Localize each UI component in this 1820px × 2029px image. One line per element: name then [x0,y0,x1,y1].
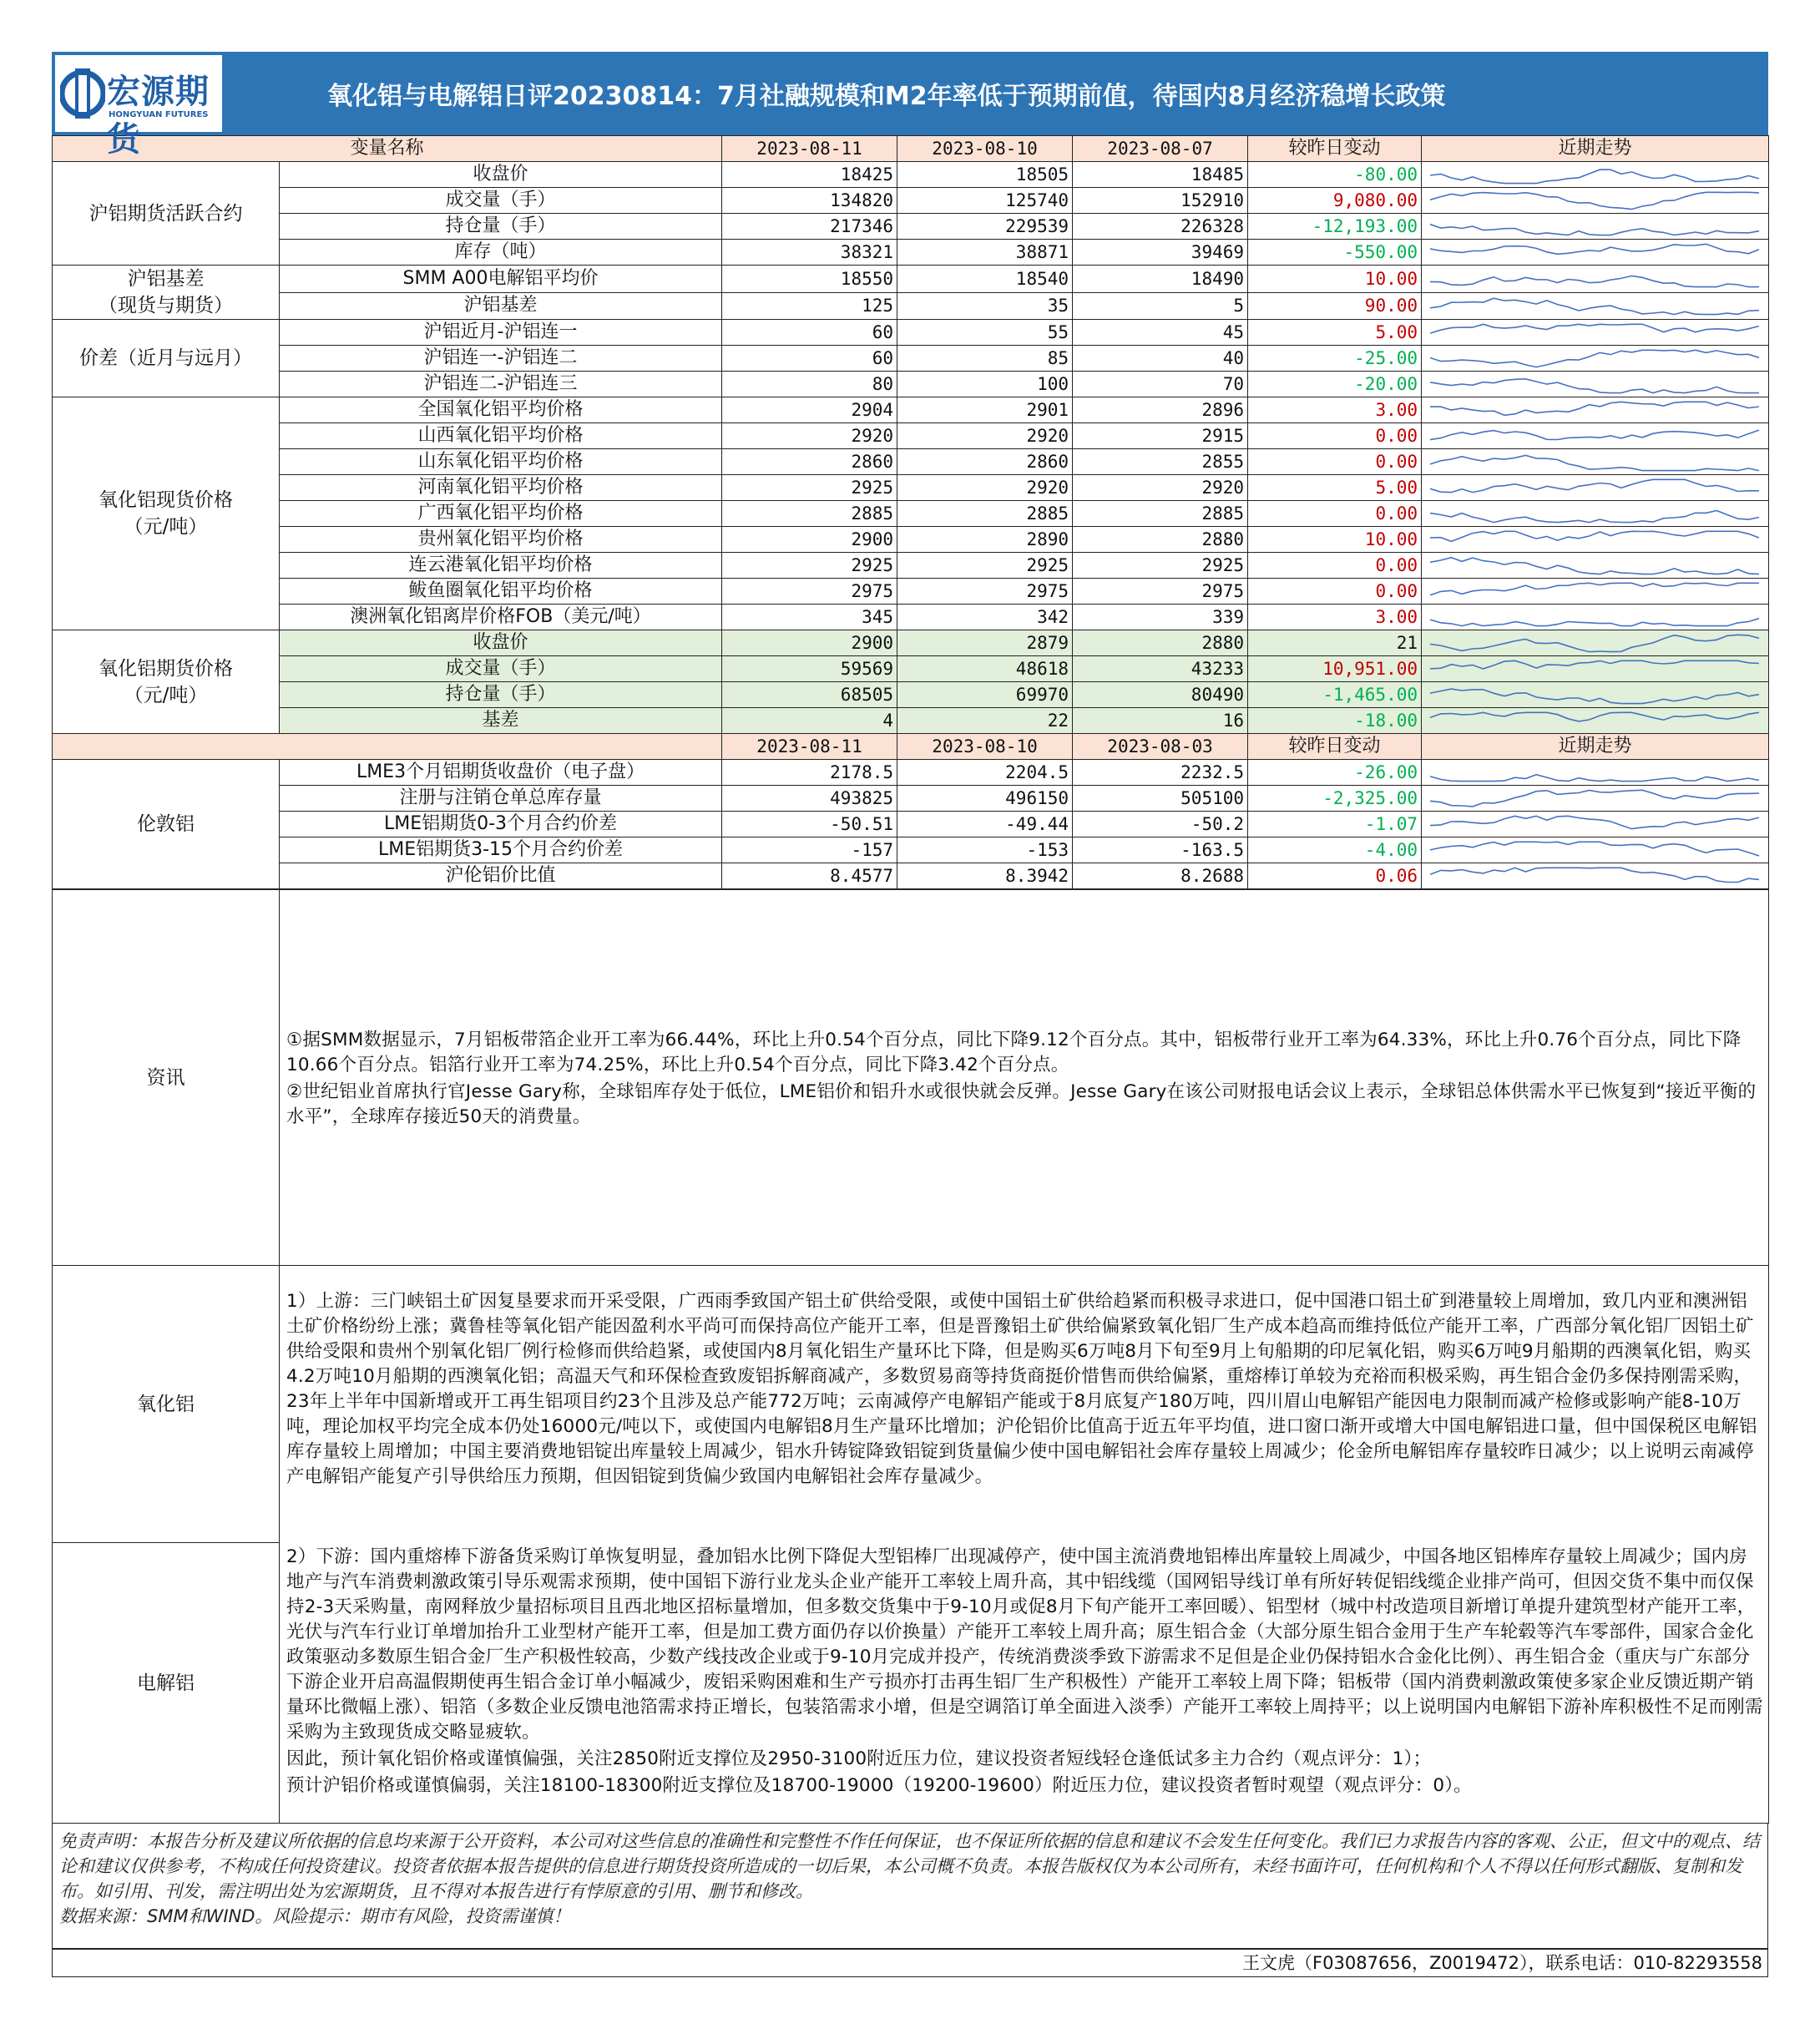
row-value: -157 [722,837,897,863]
row-label: 全国氧化铝平均价格 [280,397,722,423]
data-table [52,135,1769,889]
row-trend [1422,475,1769,501]
row-trend [1422,240,1769,266]
row-value: 2900 [722,527,897,553]
sparkline-icon [1422,709,1767,733]
row-value: 2920 [897,423,1073,449]
header-date: 2023-08-11 [722,136,897,162]
sparkline-icon [1422,864,1767,888]
row-label: SMM A00电解铝平均价 [280,266,722,293]
row-value: -50.2 [1073,812,1248,837]
table-row [53,812,1769,837]
sparkline-icon [1422,347,1767,371]
row-value: 2920 [722,423,897,449]
row-value: 2975 [1073,579,1248,605]
sparkline-icon [1422,787,1767,811]
row-trend [1422,266,1769,293]
header-date: 2023-08-03 [1073,734,1248,760]
outlook-aluminum: 预计沪铝价格或谨慎偏弱，关注18100-18300附近支撑位及18700-19000（19200-19600）附近压力位，建议投资者暂时观望（观点评分：0）。 [286,1774,1472,1796]
table-row [53,372,1769,397]
row-trend [1422,214,1769,240]
table-row [53,605,1769,630]
row-change: 10.00 [1248,527,1422,553]
row-value: 505100 [1073,786,1248,812]
sparkline-icon [1422,838,1767,863]
row-change: -26.00 [1248,760,1422,786]
sparkline-icon [1422,294,1767,318]
row-change: 3.00 [1248,397,1422,423]
sparkline-icon [1422,424,1767,448]
row-label: 沪铝连二-沪铝连三 [280,372,722,397]
row-trend [1422,605,1769,630]
row-change: -18.00 [1248,708,1422,734]
row-value: 43233 [1073,656,1248,682]
aluminum-section [53,1543,1769,1824]
row-label: 河南氧化铝平均价格 [280,475,722,501]
logo-subtext: HONGYUAN FUTURES [109,110,209,119]
disclaimer-text: 免责声明：本报告分析及建议所依据的信息均来源于公开资料，本公司对这些信息的准确性和完整性不作任何保证，也不保证所依据的信息和建议不会发生任何变化。我们已力求报告内容的客观、公正，但文中的观点、结论和建议仅供参考，不构成任何投资建议。投资者依据本报告提供的信息进行期货投资所造成的一切后果，本公司概不负责。本报告版权仅为本公司所有，未经书面许可，任何机构和个人不得以任何形式翻版、复制和发布。如引用、刊发，需注明出处为宏源期货，且不得对本报告进行有悖原意的引用、删节和修改。 [59,1831,1760,1901]
row-change: 0.00 [1248,553,1422,579]
row-change: 21 [1248,630,1422,656]
row-change: 0.00 [1248,423,1422,449]
table-row [53,214,1769,240]
row-value: 18485 [1073,162,1248,188]
row-value: 35 [897,292,1073,320]
news-label: 资讯 [53,890,280,1266]
row-value: 2178.5 [722,760,897,786]
table-row [53,527,1769,553]
row-trend [1422,397,1769,423]
row-value: 22 [897,708,1073,734]
row-value: 2855 [1073,449,1248,475]
row-value: 2904 [722,397,897,423]
aluminum-content [280,1543,1769,1824]
row-change: 5.00 [1248,320,1422,346]
row-label: 成交量（手） [280,188,722,214]
row-label: 广西氧化铝平均价格 [280,501,722,527]
row-trend [1422,682,1769,708]
row-value: 339 [1073,605,1248,630]
row-change: 90.00 [1248,292,1422,320]
row-value: 2915 [1073,423,1248,449]
logo-mark-icon [60,63,105,124]
row-label: LME3个月铝期货收盘价（电子盘） [280,760,722,786]
sparkline-icon [1422,476,1767,500]
table-row [53,397,1769,423]
row-trend [1422,553,1769,579]
sparkline-icon [1422,631,1767,655]
row-change: 9,080.00 [1248,188,1422,214]
sparkline-icon [1422,579,1767,604]
row-value: 125740 [897,188,1073,214]
sparkline-icon [1422,812,1767,837]
row-value: 2925 [722,553,897,579]
disclaimer [52,1824,1768,1949]
row-value: 39469 [1073,240,1248,266]
sparkline-icon [1422,321,1767,345]
row-trend [1422,346,1769,372]
row-change: -550.00 [1248,240,1422,266]
row-value: 2896 [1073,397,1248,423]
row-value: 4 [722,708,897,734]
row-value: 18540 [897,266,1073,293]
row-value: 18425 [722,162,897,188]
row-value: -50.51 [722,812,897,837]
row-trend [1422,162,1769,188]
table-row [53,553,1769,579]
table-row [53,760,1769,786]
row-value: 2885 [722,501,897,527]
row-change: -1,465.00 [1248,682,1422,708]
row-label: 库存（吨） [280,240,722,266]
row-value: 60 [722,346,897,372]
sparkline-icon [1422,502,1767,526]
row-value: 2975 [897,579,1073,605]
row-label: 连云港氧化铝平均价格 [280,553,722,579]
data-source-text: 数据来源：SMM和WIND。风险提示：期市有风险，投资需谨慎！ [59,1906,571,1926]
table-row [53,475,1769,501]
row-label: 沪伦铝价比值 [280,863,722,889]
row-value: 2920 [897,475,1073,501]
row-trend [1422,786,1769,812]
row-change: 0.00 [1248,501,1422,527]
table-row [53,188,1769,214]
sparkline-icon [1422,189,1767,213]
row-label: 成交量（手） [280,656,722,682]
header-date: 2023-08-10 [897,136,1073,162]
report-sheet [52,52,1768,1977]
row-value: 80490 [1073,682,1248,708]
row-label: 收盘价 [280,630,722,656]
row-value: 2860 [722,449,897,475]
row-value: 152910 [1073,188,1248,214]
sparkline-icon [1422,683,1767,707]
row-value: 2880 [1073,630,1248,656]
row-value: 2204.5 [897,760,1073,786]
analyst-contact: 王文虎（F03087656，Z0019472），联系电话：010-82293558 [52,1949,1768,1977]
row-label: 鲅鱼圈氧化铝平均价格 [280,579,722,605]
alumina-label: 氧化铝 [53,1266,280,1543]
table-row [53,682,1769,708]
row-label: LME铝期货0-3个月合约价差 [280,812,722,837]
row-value: 8.3942 [897,863,1073,889]
header-change: 较昨日变动 [1248,734,1422,760]
row-value: 69970 [897,682,1073,708]
alumina-section [53,1266,1769,1543]
row-value: 2925 [1073,553,1248,579]
table-row [53,579,1769,605]
row-value: 217346 [722,214,897,240]
table-row [53,501,1769,527]
row-trend [1422,837,1769,863]
row-value: 496150 [897,786,1073,812]
row-label: 沪铝近月-沪铝连一 [280,320,722,346]
row-value: 55 [897,320,1073,346]
row-value: 18490 [1073,266,1248,293]
table-row [53,240,1769,266]
row-trend [1422,630,1769,656]
row-value: 40 [1073,346,1248,372]
header-var-name [53,734,722,760]
row-label: 基差 [280,708,722,734]
row-label: 持仓量（手） [280,682,722,708]
group-label: 氧化铝期货价格 （元/吨） [53,630,280,734]
aluminum-text: 2）下游：国内重熔棒下游备货采购订单恢复明显，叠加铝水比例下降促大型铝棒厂出现减停产，使中国主流消费地铝棒出库量较上周减少，中国各地区铝棒库存量较上周减少；国内房地产与汽车消费刺激政策引导乐观需求预期，使中国铝下游行业龙头企业产能开工率较上周升高，其中铝线缆（国网铝导线订单有所好转促铝线缆企业排产尚可，但因交货不集中而仅保持2-3天采购量，南网释放少量招标项目且西北地区招标量增加，但多数交货集中于9-10月或促8月下旬产能开工率回暖）、铝型材（城中村改造项目新增订单提升建筑型材产能开工率，光伏与汽车行业订单增加抬升工业型材产能开工率，但是加工费方面仍存以价换量）产能开工率较上周升高；原生铝合金（大部分原生铝合金用于生产车轮毂等汽车零部件，国家合金化政策驱动多数原生铝合金厂生产积极性较高，少数产线技改企业或于9-10月完成并投产，传统消费淡季致下游需求不足但是企业仍保持铝水合金化比例）、再生铝合金（重庆与广东部分下游企业开启高温假期使再生铝合金订单小幅减少，废铝采购困难和生产亏损亦打击再生铝厂生产积极性）产能开工率较上周下降；铝板带（国内消费刺激政策使多家企业反馈近期产销量环比微幅上涨）、铝箔（多数企业反馈电池箔需求持正增长，包装箔需求小增，但是空调箔订单全面进入淡季）产能开工率较上周持平；以上说明国内电解铝下游补库积极性不足而刚需采购为主致现货成交略显疲软。 [286,1546,1763,1743]
row-change: -12,193.00 [1248,214,1422,240]
row-change: -25.00 [1248,346,1422,372]
row-value: 2901 [897,397,1073,423]
row-label: 收盘价 [280,162,722,188]
row-trend [1422,527,1769,553]
row-change: 0.00 [1248,449,1422,475]
row-value: 2879 [897,630,1073,656]
row-change: -1.07 [1248,812,1422,837]
row-value: 2925 [897,553,1073,579]
sparkline-icon [1422,163,1767,187]
row-label: 山西氧化铝平均价格 [280,423,722,449]
row-value: 2890 [897,527,1073,553]
row-trend [1422,423,1769,449]
row-label: 贵州氧化铝平均价格 [280,527,722,553]
table-row [53,320,1769,346]
table-header-row [53,136,1769,162]
header-change: 较昨日变动 [1248,136,1422,162]
group-label: 价差（近月与远月） [53,320,280,397]
row-value: 226328 [1073,214,1248,240]
table-row [53,292,1769,320]
row-label: 沪铝连一-沪铝连二 [280,346,722,372]
header-trend: 近期走势 [1422,734,1769,760]
group-label: 沪铝期货活跃合约 [53,162,280,266]
group-label: 氧化铝现货价格 （元/吨） [53,397,280,630]
news-item-1: ①据SMM数据显示，7月铝板带箔企业开工率为66.44%，环比上升0.54个百分点，同比下降9.12个百分点。其中，铝板带行业开工率为64.33%，环比上升0.76个百分点，同比下降10.66个百分点。铝箔行业开工率为74.25%，环比上升0.54个百分点，同比下降3.42个百分点。 [286,1029,1742,1075]
row-value: 2860 [897,449,1073,475]
table-row [53,708,1769,734]
row-value: 125 [722,292,897,320]
row-value: 134820 [722,188,897,214]
table-row [53,630,1769,656]
outlook-alumina: 因此，预计氧化铝价格或谨慎偏强，关注2850附近支撑位及2950-3100附近压力位，建议投资者短线轻仓逢低试多主力合约（观点评分：1）； [286,1748,1432,1769]
table-row [53,863,1769,889]
row-change: 10.00 [1248,266,1422,293]
aluminum-label: 电解铝 [53,1543,280,1824]
row-trend [1422,579,1769,605]
row-change: -80.00 [1248,162,1422,188]
row-value: 68505 [722,682,897,708]
news-content [280,890,1769,1266]
row-value: 2885 [897,501,1073,527]
row-value: -153 [897,837,1073,863]
logo-text: 宏源期货 [107,73,210,159]
header-var-name: 变量名称 [53,136,722,162]
sparkline-icon [1422,657,1767,681]
row-value: 8.2688 [1073,863,1248,889]
alumina-text: 1）上游：三门峡铝土矿因复垦要求而开采受限，广西雨季致国产铝土矿供给受限，或使中国铝土矿供给趋紧而积极寻求进口，促中国港口铝土矿到港量较上周增加，致几内亚和澳洲铝土矿价格纷纷上涨；冀鲁桂等氧化铝产能因盈利水平尚可而保持高位产能开工率，但是晋豫铝土矿供给偏紧致氧化铝厂生产成本趋高而维持低位产能开工率，广西部分氧化铝厂因铝土矿供给受限和贵州个别氧化铝厂例行检修而供给趋紧，或使国内8月氧化铝生产量环比下降，但是购买6万吨8月下旬至9月上旬船期的印尼氧化铝，购买6万吨9月船期的西澳氧化铝，购买4.2万吨10月船期的西澳氧化铝；高温天气和环保检查致废铝拆解商减产，多数贸易商等持货商挺价惜售而供给偏紧，重熔棒订单较为充裕而积极采购，再生铝合金仍多保持刚需采购，23年上半年中国新增或开工再生铝项目约23个且涉及总产能772万吨；云南减停产电解铝产能或于8月底复产180万吨，四川眉山电解铝产能因电力限制而减产检修或影响产能8-10万吨，理论加权平均完全成本仍处16000元/吨以下，或使国内电解铝8月生产量环比增加；沪伦铝价比值高于近五年平均值，进口窗口渐开或增大中国电解铝进口量，但中国保税区电解铝库存量较上周增加；中国主要消费地铝锭出库量较上周减少，铝水升铸锭降致铝锭到货量偏少使中国电解铝社会库存量较上周减少；伦金所电解铝库存量较昨日减少；以上说明云南减停产电解铝产能复产引导供给压力预期，但因铝锭到货偏少致国内电解铝社会库存量减少。 [286,1291,1757,1487]
row-change: 0.00 [1248,579,1422,605]
row-value: 38321 [722,240,897,266]
row-value: 100 [897,372,1073,397]
table-row [53,266,1769,293]
row-change: 3.00 [1248,605,1422,630]
row-change: 0.06 [1248,863,1422,889]
row-value: 2975 [722,579,897,605]
row-value: 2885 [1073,501,1248,527]
row-trend [1422,320,1769,346]
row-value: 345 [722,605,897,630]
row-trend [1422,708,1769,734]
row-value: 8.4577 [722,863,897,889]
row-trend [1422,449,1769,475]
row-value: 2925 [722,475,897,501]
row-value: 60 [722,320,897,346]
row-value: 59569 [722,656,897,682]
row-label: 澳洲氧化铝离岸价格FOB（美元/吨） [280,605,722,630]
row-value: -163.5 [1073,837,1248,863]
row-trend [1422,863,1769,889]
row-value: 18505 [897,162,1073,188]
group-label: 伦敦铝 [53,760,280,889]
row-trend [1422,372,1769,397]
table-row [53,162,1769,188]
row-trend [1422,292,1769,320]
sparkline-icon [1422,372,1767,397]
news-item-2: ②世纪铝业首席执行官Jesse Gary称，全球铝库存处于低位，LME铝价和铝升水或很快就会反弹。Jesse Gary在该公司财报电话会议上表示，全球铝总体供需水平已恢复到“接近平衡的水平”，全球库存接近50天的消费量。 [286,1080,1757,1127]
company-logo [55,55,222,159]
sparkline-icon [1422,266,1767,291]
row-value: 48618 [897,656,1073,682]
row-label: 注册与注销仓单总库存量 [280,786,722,812]
table-header-row [53,734,1769,760]
row-value: 493825 [722,786,897,812]
news-section [53,890,1769,1266]
row-value: 18550 [722,266,897,293]
row-value: 85 [897,346,1073,372]
row-change: 5.00 [1248,475,1422,501]
sparkline-icon [1422,240,1767,265]
row-change: -2,325.00 [1248,786,1422,812]
header-date: 2023-08-10 [897,734,1073,760]
row-value: 16 [1073,708,1248,734]
header-date: 2023-08-11 [722,734,897,760]
row-trend [1422,760,1769,786]
row-label: 持仓量（手） [280,214,722,240]
sparkline-icon [1422,554,1767,578]
alumina-content [280,1266,1769,1543]
sparkline-icon [1422,215,1767,239]
row-change: -20.00 [1248,372,1422,397]
row-value: 80 [722,372,897,397]
sparkline-icon [1422,528,1767,552]
row-label: LME铝期货3-15个月合约价差 [280,837,722,863]
sparkline-icon [1422,605,1767,630]
header-trend: 近期走势 [1422,136,1769,162]
row-value: 2232.5 [1073,760,1248,786]
table-row [53,449,1769,475]
row-value: 342 [897,605,1073,630]
row-label: 山东氧化铝平均价格 [280,449,722,475]
row-value: 38871 [897,240,1073,266]
row-value: 2920 [1073,475,1248,501]
table-row [53,423,1769,449]
row-trend [1422,656,1769,682]
row-value: 70 [1073,372,1248,397]
row-value: 2880 [1073,527,1248,553]
row-trend [1422,188,1769,214]
group-label: 沪铝基差 （现货与期货） [53,266,280,320]
row-value: 5 [1073,292,1248,320]
header-date: 2023-08-07 [1073,136,1248,162]
table-row [53,786,1769,812]
row-value: 2900 [722,630,897,656]
row-change: 10,951.00 [1248,656,1422,682]
commentary-table [52,889,1769,1824]
row-change: -4.00 [1248,837,1422,863]
sparkline-icon [1422,398,1767,422]
sparkline-icon [1422,761,1767,785]
report-title: 氧化铝与电解铝日评20230814：7月社融规模和M2年率低于预期前值，待国内8月经济稳增长政策 [327,82,1446,111]
table-row [53,837,1769,863]
row-trend [1422,812,1769,837]
table-row [53,656,1769,682]
row-value: 229539 [897,214,1073,240]
table-row [53,346,1769,372]
sparkline-icon [1422,450,1767,474]
row-label: 沪铝基差 [280,292,722,320]
row-value: -49.44 [897,812,1073,837]
row-trend [1422,501,1769,527]
row-value: 45 [1073,320,1248,346]
